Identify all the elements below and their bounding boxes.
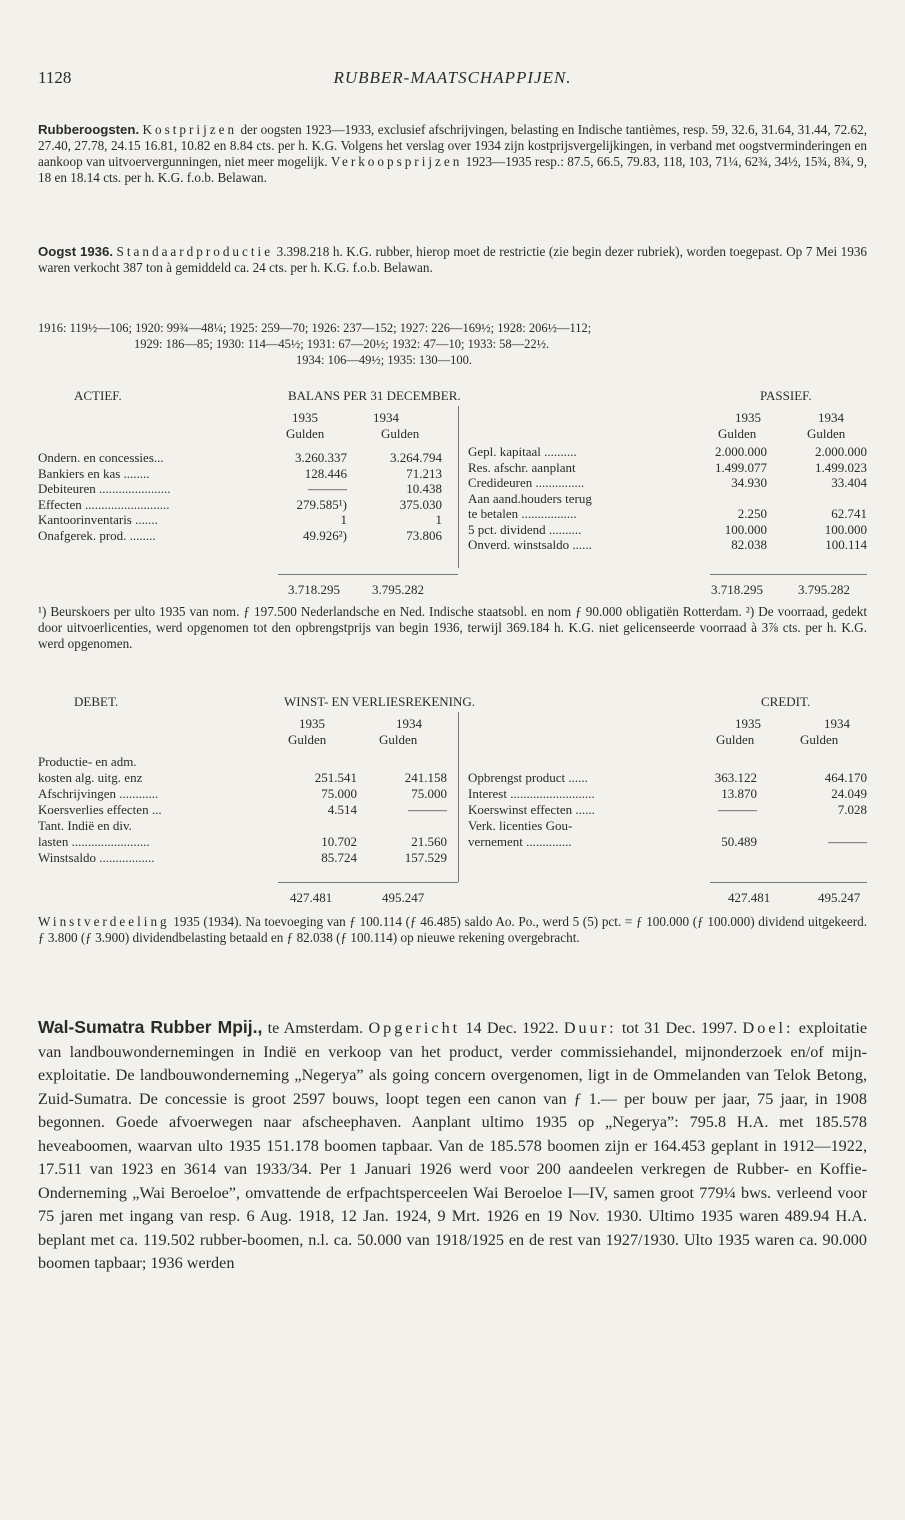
year-1934: 1934 <box>396 716 422 731</box>
value-1935: 100.000 <box>724 521 767 537</box>
value-1935: 10.702 <box>321 834 357 849</box>
value-1934: 71.213 <box>406 465 442 481</box>
unit-gulden: Gulden <box>718 426 757 441</box>
value-1935: 85.724 <box>321 850 357 865</box>
rubberoogsten-label: Rubberoogsten. <box>38 122 140 137</box>
oogst-paragraph <box>38 244 867 276</box>
pl-title: WINST- EN VERLIESREKENING. <box>284 694 476 709</box>
value-1935: 2.000.000 <box>715 444 767 459</box>
pl-units <box>38 732 867 747</box>
table-row <box>38 786 867 801</box>
row-label: Tant. Indië en div. <box>38 818 132 833</box>
year-1934: 1934 <box>373 410 399 425</box>
page-number: 1128 <box>38 68 72 87</box>
debet-label: DEBET. <box>74 694 119 709</box>
row-label: Res. afschr. aanplant <box>468 459 576 475</box>
row-label: Ondern. en concessies... <box>38 450 164 465</box>
table-row <box>38 491 867 506</box>
table-row <box>38 444 867 459</box>
total-rule <box>710 574 867 575</box>
value-1935: 1 <box>340 512 347 527</box>
balance-header <box>38 388 867 406</box>
price-line-3: 1934: 106—49½; 1935: 130—100. <box>296 353 473 367</box>
value-1934: 464.170 <box>824 770 867 785</box>
company-name: Wal-Sumatra Rubber Mpij., <box>38 1017 263 1037</box>
table-row <box>38 537 867 552</box>
unit-gulden: Gulden <box>716 732 755 747</box>
unit-gulden: Gulden <box>288 732 327 747</box>
opgericht-label: Opgericht <box>368 1019 461 1037</box>
rubberoogsten-text-2: 1923—1935 resp.: 87.5, 66.5, 79.83, 118, 103, 71¼, 62¾, 34½, 15¾, 8¾, 9, 18 en 18.14 cts. per h. K.G. f.o.b. Belawan. <box>38 154 867 185</box>
balance-totals <box>38 582 867 597</box>
row-label: Onverd. winstsaldo ...... <box>468 537 592 552</box>
balance-units <box>38 426 867 441</box>
row-label: Afschrijvingen ............ <box>38 786 159 801</box>
unit-gulden: Gulden <box>381 426 420 441</box>
value-1934: 100.114 <box>825 537 867 552</box>
verkoopsprijzen-label: Verkoopsprijzen <box>330 154 463 169</box>
balance-footnote: ¹) Beurskoers per ulto 1935 van nom. ƒ 197.500 Nederlandsche en Ned. Indische staatsobl. en nom ƒ 90.000 obligatiën Rotterdam. ²) De voorraad, gedekt door uitvoerlicenties, werd opgenomen tot den opbrengstprijs van begin 1936, terwijl 369.184 h. K.G. niet gelicenseerde voorraad à 3⅞ cts. per h. K.G. werd opgenomen. <box>38 604 867 651</box>
unit-gulden: Gulden <box>800 732 839 747</box>
value-1935: 128.446 <box>304 465 347 481</box>
row-label: Aan aand.houders terug <box>468 490 592 506</box>
wal-text-a: te Amsterdam. <box>267 1019 364 1037</box>
table-row <box>38 802 867 817</box>
actief-label: ACTIEF. <box>74 388 122 403</box>
page-header <box>38 68 867 94</box>
value-1934: 3.264.794 <box>390 450 442 465</box>
credit-label: CREDIT. <box>761 694 811 709</box>
winstverdeeling-paragraph <box>38 914 867 946</box>
table-row <box>38 522 867 537</box>
table-row <box>38 506 867 521</box>
rubberoogsten-paragraph <box>38 122 867 186</box>
table-row <box>38 818 867 833</box>
value-1935: 49.926²) <box>303 527 347 543</box>
table-row <box>38 770 867 785</box>
year-1935-right: 1935 <box>735 410 761 425</box>
value-1934: 10.438 <box>406 481 442 496</box>
row-label: Productie- en adm. <box>38 754 137 769</box>
row-label: Koerswinst effecten ...... <box>468 802 595 817</box>
year-1935-right: 1935 <box>735 716 761 731</box>
pl-header <box>38 694 867 712</box>
row-label: Winstsaldo ................. <box>38 850 155 865</box>
value-1934: 2.000.000 <box>815 444 867 459</box>
value-1935: 34.930 <box>731 475 767 490</box>
value-1934: 24.049 <box>831 786 867 801</box>
row-label: Koersverlies effecten ... <box>38 802 162 817</box>
price-line-2: 1929: 186—85; 1930: 114—45½; 1931: 67—20½; 1932: 47—10; 1933: 58—22½. <box>134 337 550 351</box>
value-1935: ——— <box>308 481 347 496</box>
balance-title: BALANS PER 31 DECEMBER. <box>288 388 461 403</box>
wal-text-d: exploitatie van landbouwondernemingen in Indië en verkoop van het product, verder commissiehandel, mijnonderzoek en/of mijn-exploitatie. De landbouwonderneming „Negerya” als going concern overgenomen, ligt in de Ommelanden van Telok Betong, Zuid-Sumatra. De concessie is groot 2597 bouws, loopt tegen een canon van ƒ 1.— per bouw per jaar, 75 jaar, in 1908 begonnen. Goede afvoerwegen naar afscheephaven. Aanplant ultimo 1935 op „Negerya”: 795.8 H.A. met 185.578 heveaboomen, waarvan ulto 1935 151.178 boomen tapbaar. Van de 185.578 boomen zijn er 164.453 geplant in 1912—1922, 17.511 van 1923 en 3614 van 1933/34. Per 1 Januari 1926 werd voor 200 aandeelen verkregen de Rubber- en Koffie-Onderneming „Wai Beroeloe”, omvattende de erfpachtsperceelen Wai Beroeloe I—IV, samen groot 779¼ bws. verleend voor 75 jaren met ingang van resp. 6 Aug. 1918, 12 Jan. 1924, 9 Mrt. 1926 en 19 Nov. 1930. Ultimo 1935 waren 489.94 H.A. beplant met ca. 119.502 rubber-boomen, n.l. ca. 50.000 van 1918/1925 en de rest van 1927/1930. Ulto 1935 waren ca. 90.000 boomen tapbaar; 1936 werden <box>38 1019 868 1272</box>
running-title: RUBBER-MAATSCHAPPIJEN. <box>333 68 572 87</box>
value-1934: 1.499.023 <box>815 459 867 475</box>
table-row <box>38 850 867 865</box>
row-label: te betalen ................. <box>468 506 577 521</box>
value-1935: 4.514 <box>327 802 357 817</box>
kostprijzen-label: Kostprijzen <box>142 122 238 137</box>
oogst-label: Oogst 1936. <box>38 244 113 259</box>
table-row <box>38 754 867 769</box>
value-1935: 1.499.077 <box>715 459 767 475</box>
row-label: vernement .............. <box>468 834 572 849</box>
price-ranges <box>38 320 867 368</box>
total-credit-1935: 427.481 <box>728 890 771 905</box>
value-1934: 7.028 <box>837 802 867 817</box>
wal-text-c: tot 31 Dec. 1997. <box>621 1019 738 1037</box>
row-label: Onafgerek. prod. ........ <box>38 527 156 543</box>
value-1934: ——— <box>408 802 447 817</box>
pl-years <box>38 716 867 731</box>
table-row <box>38 834 867 849</box>
value-1935: 279.585¹) <box>296 496 347 512</box>
year-1934-right: 1934 <box>818 410 844 425</box>
value-1935: 50.489 <box>721 834 757 849</box>
row-label: 5 pct. dividend .......... <box>468 521 582 537</box>
total-rule <box>278 882 458 883</box>
total-passief-1934: 3.795.282 <box>798 582 850 597</box>
table-row <box>38 475 867 490</box>
total-debet-1934: 495.247 <box>382 890 425 905</box>
doel-label: Doel: <box>742 1019 794 1037</box>
row-label: Gepl. kapitaal .......... <box>468 444 577 459</box>
total-rule <box>710 882 867 883</box>
row-label: Kantoorinventaris ....... <box>38 512 158 527</box>
value-1934: 21.560 <box>411 834 447 849</box>
value-1934: 157.529 <box>404 850 447 865</box>
standaardproductie-label: Standaardproductie <box>116 244 274 259</box>
year-1935: 1935 <box>292 410 318 425</box>
total-passief-1935: 3.718.295 <box>711 582 763 597</box>
oogst-text: 3.398.218 h. K.G. rubber, hierop moet de restrictie (zie begin dezer rubriek), worden toegepast. Op 7 Mei 1936 waren verkocht 387 ton à gemiddeld ca. 24 cts. per h. K.G. f.o.b. Belawan. <box>38 244 868 275</box>
value-1935: ——— <box>718 802 757 817</box>
value-1935: 75.000 <box>321 786 357 801</box>
pl-totals <box>38 890 867 905</box>
row-label: Opbrengst product ...... <box>468 770 588 785</box>
total-credit-1934: 495.247 <box>818 890 861 905</box>
rubberoogsten-text-1: der oogsten 1923—1933, exclusief afschrijvingen, belasting en Indische tantièmes, resp. 59, 32.6, 31.64, 31.44, 72.62, 27.40, 27.78, 24.15 16.81, 10.82 en 8.84 cts. per h. K.G. Volgens het verslag over 1934 zijn kostprijsvergelijkingen, in verband met oogstverminderingen en aankoop van uitvoervergunningen, niet meer mogelijk. <box>38 122 868 169</box>
value-1934: 100.000 <box>824 521 867 537</box>
wal-text-b: 14 Dec. 1922. <box>465 1019 559 1037</box>
total-rule <box>278 574 458 575</box>
value-1934: 33.404 <box>831 475 867 490</box>
value-1935: 251.541 <box>314 770 357 785</box>
row-label: Verk. licenties Gou- <box>468 818 573 833</box>
value-1935: 13.870 <box>721 786 757 801</box>
winstverdeeling-label: Winstverdeeling <box>38 914 170 929</box>
winstverdeeling-text: 1935 (1934). Na toevoeging van ƒ 100.114 (ƒ 46.485) saldo Ao. Po., werd 5 (5) pct. = ƒ 100.000 (ƒ 100.000) dividend uitgekeerd. ƒ 3.800 (ƒ 3.900) dividendbelasting betaald en ƒ 82.038 (ƒ 100.114) op nieuwe rekening overgebracht. <box>38 914 868 945</box>
passief-label: PASSIEF. <box>760 388 812 403</box>
year-1935: 1935 <box>299 716 325 731</box>
value-1935: 82.038 <box>731 537 767 552</box>
duur-label: Duur: <box>563 1019 617 1037</box>
row-label: Interest .......................... <box>468 786 595 801</box>
total-actief-1934: 3.795.282 <box>372 582 424 597</box>
row-label: lasten ........................ <box>38 834 150 849</box>
value-1934: 375.030 <box>399 496 442 512</box>
row-label: Debiteuren ...................... <box>38 481 171 496</box>
unit-gulden: Gulden <box>807 426 846 441</box>
row-label: Credideuren ............... <box>468 475 585 490</box>
unit-gulden: Gulden <box>379 732 418 747</box>
wal-sumatra-paragraph <box>38 1016 867 1276</box>
row-label: kosten alg. uitg. enz <box>38 770 143 785</box>
value-1934: 73.806 <box>406 527 442 543</box>
unit-gulden: Gulden <box>286 426 325 441</box>
value-1935: 363.122 <box>714 770 757 785</box>
row-label: Effecten .......................... <box>38 496 170 512</box>
balance-years <box>38 410 867 425</box>
price-line-1: 1916: 119½—106; 1920: 99¾—48¼; 1925: 259—70; 1926: 237—152; 1927: 226—169½; 1928: 206½—112; <box>38 321 592 335</box>
row-label: Bankiers en kas ........ <box>38 465 150 481</box>
value-1934: 62.741 <box>831 506 867 521</box>
table-row <box>38 460 867 475</box>
total-debet-1935: 427.481 <box>290 890 333 905</box>
value-1934: 241.158 <box>404 770 447 785</box>
year-1934-right: 1934 <box>824 716 850 731</box>
balance-sheet <box>38 388 867 603</box>
total-actief-1935: 3.718.295 <box>288 582 340 597</box>
value-1934: 1 <box>435 512 442 527</box>
value-1935: 2.250 <box>737 506 767 521</box>
profit-loss-account <box>38 694 867 909</box>
value-1934: ——— <box>828 834 867 849</box>
value-1934: 75.000 <box>411 786 447 801</box>
value-1935: 3.260.337 <box>295 450 347 465</box>
